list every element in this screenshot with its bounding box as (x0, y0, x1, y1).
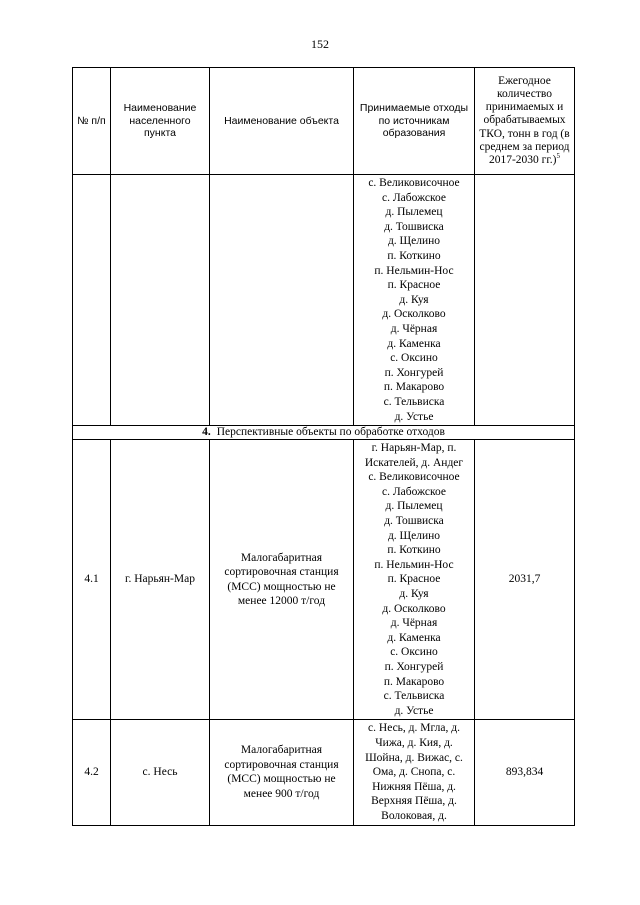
source-locality: д. Осколково (382, 308, 446, 321)
row-sources-list (356, 721, 472, 823)
source-locality: п. Хонгурей (384, 661, 444, 673)
source-locality: п. Макарово (383, 381, 445, 394)
waste-facilities-table (72, 67, 575, 826)
continued-settlement-cell (111, 175, 210, 426)
source-locality: д. Щелино (387, 529, 441, 542)
source-locality: п. Коткино (387, 544, 441, 557)
source-locality: д. Куя (399, 588, 429, 601)
page-number: 152 (311, 37, 329, 51)
source-locality: п. Коткино (387, 249, 441, 262)
source-locality: д. Пылемец (385, 206, 443, 219)
continued-sources-cell (354, 175, 475, 426)
row-sources-list (356, 441, 472, 718)
source-locality: с. Лабожское (382, 191, 446, 204)
table-row (73, 440, 575, 720)
row-sources-cell (354, 440, 475, 720)
row-settlement: г. Нарьян-Мар (111, 440, 210, 720)
section-title: Перспективные объекты по обработке отходов (216, 426, 445, 439)
header-amount-text: Ежегодное количество принимаемых и обрабатываемых ТКО, тонн в год (в среднем за период 2017-2030 гг.) (479, 74, 570, 166)
section-heading-row (73, 426, 575, 440)
continued-sources-list (356, 176, 472, 424)
row-amount: 2031,7 (475, 440, 575, 720)
source-locality: д. Пылемец (385, 500, 443, 513)
source-locality: с. Тельвиска (383, 395, 445, 408)
row-amount: 893,834 (475, 720, 575, 825)
row-object: Малогабаритная сортировочная станция (МСС) мощностью не менее 12000 т/год (210, 440, 354, 720)
source-locality: г. Нарьян-Мар, п. Искателей, д. Андег (364, 442, 464, 469)
header-num: № п/п (73, 68, 111, 175)
continued-object-cell (210, 175, 354, 426)
source-locality: с. Тельвиска (383, 690, 445, 703)
table-header-row (73, 68, 575, 175)
source-locality: с. Несь, д. Мгла, д. Чижа, д. Кия, д. Шойна, д. Вижас, с. Ома, д. Снопа, с. Нижняя Пёша, д. Верхняя Пёша, д. Волоковая, д. (365, 722, 463, 822)
source-locality: д. Тошвиска (384, 515, 444, 528)
source-locality: д. Устье (394, 410, 434, 423)
source-locality: п. Нельмин-Нос (374, 264, 454, 277)
source-locality: д. Чёрная (390, 617, 438, 630)
source-locality: п. Красное (387, 573, 441, 586)
source-locality: п. Нельмин-Нос (374, 558, 454, 571)
header-object: Наименование объекта (210, 68, 354, 175)
header-sources: Принимаемые отходы по источникам образования (354, 68, 475, 175)
source-locality: п. Красное (387, 279, 441, 292)
source-locality: с. Великовисочное (368, 177, 460, 189)
source-locality: с. Лабожское (382, 485, 446, 498)
table-row (73, 720, 575, 825)
source-locality: д. Щелино (387, 235, 441, 248)
source-locality: д. Куя (399, 293, 429, 306)
source-locality: д. Каменка (387, 631, 441, 644)
continued-num-cell (73, 175, 111, 426)
header-amount (475, 68, 575, 175)
source-locality: д. Устье (394, 704, 434, 717)
row-settlement: с. Несь (111, 720, 210, 825)
row-object: Малогабаритная сортировочная станция (МСС) мощностью не менее 900 т/год (210, 720, 354, 825)
section-heading-cell (73, 426, 575, 440)
continued-row (73, 175, 575, 426)
source-locality: п. Хонгурей (384, 366, 444, 379)
row-sources-cell (354, 720, 475, 825)
row-num: 4.1 (73, 440, 111, 720)
source-locality: д. Каменка (387, 337, 441, 350)
source-locality: д. Тошвиска (384, 220, 444, 233)
source-locality: с. Великовисочное (368, 471, 460, 484)
continued-amount-cell (475, 175, 575, 426)
header-amount-footnote: 5 (556, 152, 561, 161)
source-locality: с. Оксино (390, 646, 438, 659)
source-locality: п. Макарово (383, 675, 445, 688)
source-locality: д. Чёрная (390, 322, 438, 335)
section-number: 4. (202, 426, 211, 439)
header-settlement: Наименование населенного пункта (111, 68, 210, 175)
source-locality: д. Осколково (382, 602, 446, 615)
source-locality: с. Оксино (390, 352, 438, 365)
row-num: 4.2 (73, 720, 111, 825)
